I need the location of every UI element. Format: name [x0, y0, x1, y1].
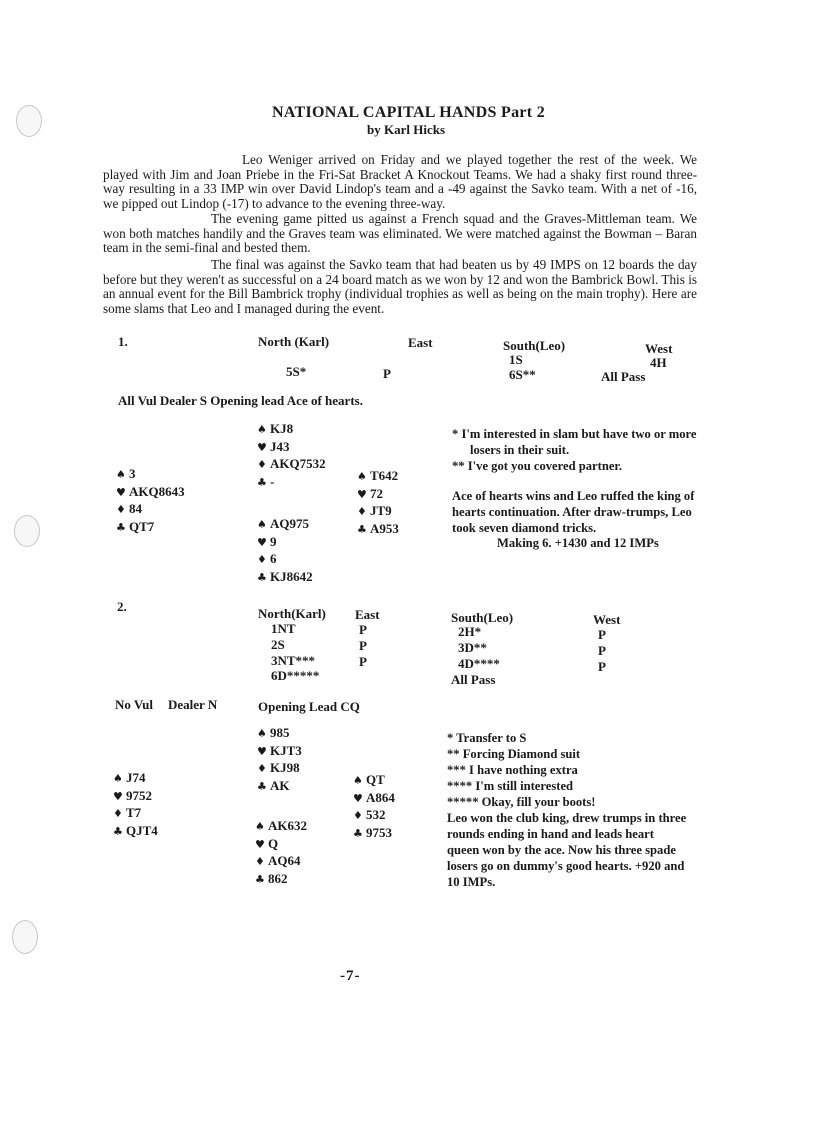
spade-icon: ♠: [357, 470, 367, 483]
heart-icon: ♥: [116, 485, 126, 499]
deal-1-east-hand: ♠ T642 ♥ 72 ♦ JT9 ♣ A953: [357, 468, 399, 538]
diamond-icon: ♦: [255, 855, 265, 868]
spade-icon: ♠: [257, 518, 267, 531]
deal-2-bid-west-3: P: [598, 659, 606, 674]
club-icon: ♣: [255, 872, 265, 886]
deal-1-info: All Vul Dealer S Opening lead Ace of hearts.: [118, 393, 363, 408]
diamond-icon: ♦: [357, 505, 367, 518]
deal-2-note-2: ** Forcing Diamond suit: [447, 747, 581, 761]
heart-icon: ♥: [357, 487, 367, 501]
club-icon: ♣: [257, 779, 267, 793]
club-icon: ♣: [353, 826, 363, 840]
deal-2-notes: [447, 730, 687, 810]
deal-2-info-vul: No Vul: [115, 697, 153, 712]
deal-2-west-hand: ♠ J74 ♥ 9752 ♦ T7 ♣ QJT4: [113, 770, 158, 840]
punch-hole-bottom: [12, 920, 38, 954]
deal-2-note-3: *** I have nothing extra: [447, 763, 578, 777]
deal-2-header-east: East: [355, 607, 380, 622]
paragraph-3-text: The final was against the Savko team that had beaten us by 49 IMPS on 12 boards the day before but they weren't as successful on a 24 board match as we won by 12 and won the Bambrick Bowl. This is an annual event for the Bill Bambrick trophy (individual trophies as well as being on the main trophy). Here are some slams that Leo and I managed during the event.: [103, 257, 697, 316]
spade-icon: ♠: [255, 820, 265, 833]
deal-1-bid-south-1: 1S: [509, 352, 523, 367]
deal-1-header-west: West: [645, 341, 673, 356]
deal-2-bid-west-2: P: [598, 643, 606, 658]
deal-1-bid-north-1: 5S*: [286, 364, 307, 379]
deal-2-south-hand: ♠ AK632 ♥ Q ♦ AQ64 ♣ 862: [255, 818, 307, 888]
deal-2-bid-south-4: All Pass: [451, 672, 496, 687]
club-icon: ♣: [257, 475, 267, 489]
deal-1-bid-west-2: All Pass: [601, 369, 646, 384]
deal-2-bid-east-3: P: [359, 654, 367, 669]
club-icon: ♣: [357, 522, 367, 536]
spade-icon: ♠: [257, 423, 267, 436]
diamond-icon: ♦: [353, 809, 363, 822]
deal-1-bid-west-1: 4H: [650, 355, 667, 370]
deal-2-bid-west-1: P: [598, 627, 606, 642]
heart-icon: ♥: [257, 440, 267, 454]
deal-2-bid-north-3: 3NT***: [271, 653, 316, 668]
deal-1-south-hand: ♠ AQ975 ♥ 9 ♦ 6 ♣ KJ8642: [257, 516, 313, 586]
deal-2-info-dealer: Dealer N: [168, 697, 218, 712]
deal-1-north-hand: ♠ KJ8 ♥ J43 ♦ AKQ7532 ♣ -: [257, 421, 326, 491]
spade-icon: ♠: [116, 468, 126, 481]
paragraph-2-text: The evening game pitted us against a French squad and the Graves-Mittleman team. We won both matches handily and the Graves team was eliminated. We were matched against the Bowman – Baran team in the semi-final and bested them.: [103, 211, 697, 256]
heart-icon: ♥: [257, 744, 267, 758]
deal-2-info-lead: Opening Lead CQ: [258, 699, 360, 714]
deal-1-west-hand: ♠ 3 ♥ AKQ8643 ♦ 84 ♣ QT7: [116, 466, 185, 536]
deal-2-header-north: North(Karl): [258, 606, 326, 621]
spade-icon: ♠: [353, 774, 363, 787]
paragraph-1: [103, 153, 697, 211]
paragraph-1-text: Leo Weniger arrived on Friday and we played together the rest of the week. We played with Jim and Joan Priebe in the Fri-Sat Bracket A Knockout Teams. We had a shaky first round three-way resulting in a 33 IMP win over David Lindop's team and a -49 against the Savko team. With a net of -16, we pipped out Lindop (-17) to advance to the evening three-way.: [103, 152, 697, 211]
deal-2-bid-south-2: 3D**: [458, 640, 487, 655]
heart-icon: ♥: [353, 791, 363, 805]
diamond-icon: ♦: [116, 503, 126, 516]
heart-icon: ♥: [113, 789, 123, 803]
deal-2-bid-south-1: 2H*: [458, 624, 482, 639]
deal-1-header-south: South(Leo): [503, 338, 566, 353]
club-icon: ♣: [116, 520, 126, 534]
deal-2-bid-south-3: 4D****: [458, 656, 500, 671]
deal-2-bid-east-1: P: [359, 622, 367, 637]
deal-2-header-west: West: [593, 612, 621, 627]
article-byline: by Karl Hicks: [367, 122, 446, 137]
deal-1-header-east: East: [408, 335, 433, 350]
heart-icon: ♥: [255, 837, 265, 851]
deal-1-notes: [452, 426, 702, 474]
page-number: -7-: [340, 968, 361, 984]
punch-hole-top: [16, 105, 42, 137]
deal-2-commentary: Leo won the club king, drew trumps in three rounds ending in hand and leads heart queen won by the ace. Now his three spade losers go on dummy's good hearts. +920 and 10 IMPs.: [447, 811, 687, 889]
heart-icon: ♥: [257, 535, 267, 549]
deal-2-header-south: South(Leo): [451, 610, 514, 625]
spade-icon: ♠: [257, 727, 267, 740]
club-icon: ♣: [257, 570, 267, 584]
diamond-icon: ♦: [257, 762, 267, 775]
deal-1-header-north: North (Karl): [258, 334, 330, 349]
deal-2-note-5: ***** Okay, fill your boots!: [447, 795, 596, 809]
deal-1-commentary: Ace of hearts wins and Leo ruffed the king of hearts continuation. After draw-trumps, Leo took seven diamond tricks.: [452, 489, 695, 535]
deal-2-note-1: * Transfer to S: [447, 731, 527, 745]
deal-2-north-hand: ♠ 985 ♥ KJT3 ♦ KJ98 ♣ AK: [257, 725, 302, 795]
deal-2-bid-north-4: 6D*****: [271, 668, 320, 683]
spade-icon: ♠: [113, 772, 123, 785]
deal-2-bid-north-2: 2S: [271, 637, 285, 652]
deal-2-number: 2.: [117, 599, 127, 614]
article-title: NATIONAL CAPITAL HANDS Part 2: [272, 104, 546, 121]
club-icon: ♣: [113, 824, 123, 838]
deal-2-bid-north-1: 1NT: [271, 621, 296, 636]
punch-hole-middle: [14, 515, 40, 547]
diamond-icon: ♦: [257, 553, 267, 566]
paragraph-3: [103, 258, 697, 316]
deal-2-east-hand: ♠ QT ♥ A864 ♦ 532 ♣ 9753: [353, 772, 395, 842]
deal-1-bid-east-1: P: [383, 366, 391, 381]
deal-2-note-4: **** I'm still interested: [447, 779, 574, 793]
deal-1-note-2: ** I've got you covered partner.: [452, 459, 622, 473]
deal-2-bid-east-2: P: [359, 638, 367, 653]
deal-1-note-1: * I'm interested in slam but have two or more losers in their suit.: [452, 427, 697, 457]
deal-1-number: 1.: [118, 334, 128, 349]
diamond-icon: ♦: [113, 807, 123, 820]
diamond-icon: ♦: [257, 458, 267, 471]
deal-1-result: Making 6. +1430 and 12 IMPs: [497, 536, 659, 550]
paragraph-2: [103, 212, 697, 256]
deal-1-bid-south-2: 6S**: [509, 367, 536, 382]
